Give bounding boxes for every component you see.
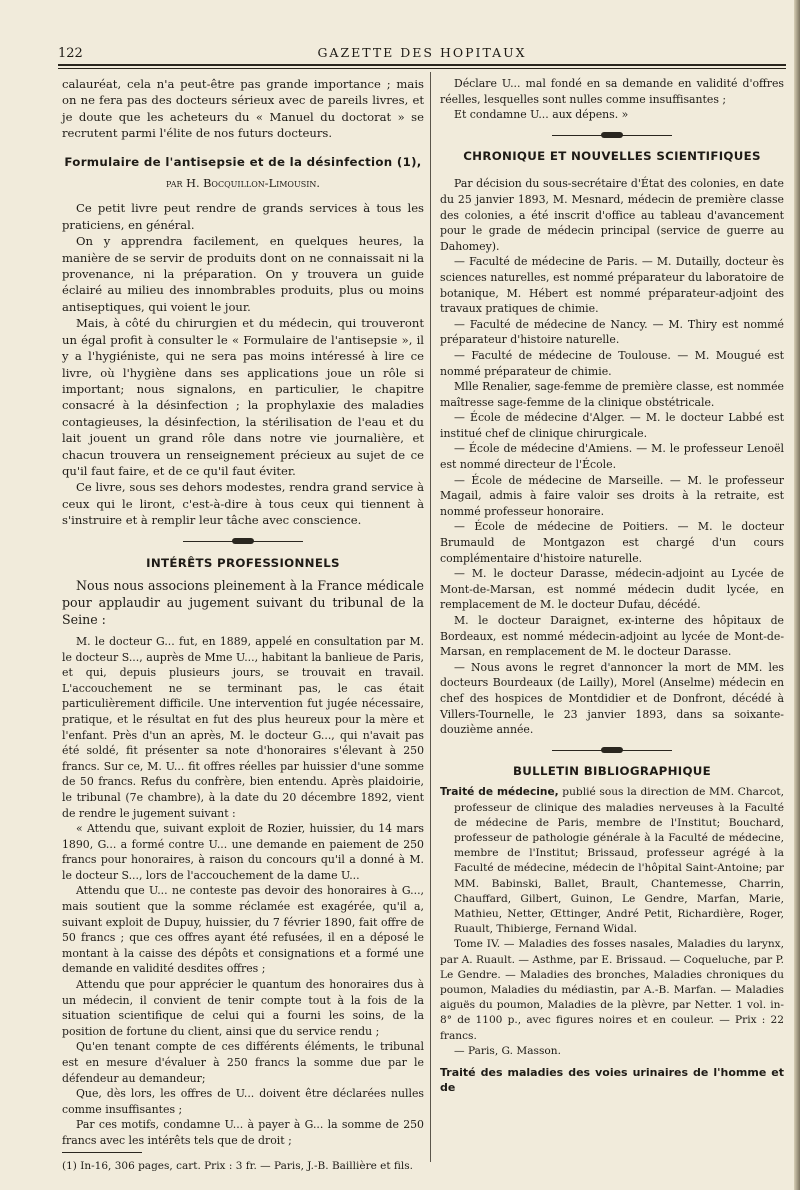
news-paragraph: — Faculté de médecine de Paris. — M. Dutailly, docteur ès sciences naturelles, est nommé préparateur du laboratoire de botanique, M. Hébert est nommé préparateur-adjoint des travaux pratiques de chimie. bbox=[440, 255, 784, 316]
chronique-title: CHRONIQUE ET NOUVELLES SCIENTIFIQUES bbox=[463, 148, 761, 163]
intro-paragraph: calauréat, cela n'a peut-être pas grande importance ; mais on ne fera pas des docteurs sérieux avec de pareils livres, et je doute que les acheteurs du « Manuel du doctorat » se recrutent parmi l'élite de nos futurs docteurs. bbox=[62, 77, 424, 141]
biblio-tome: Tome IV. — Maladies des fosses nasales, Maladies du larynx, par A. Ruault. — Asthme, par E. Brissaud. — Coqueluche, par P. Le Gendre. — Maladies des bronches, Maladies chroniques du poumon, Maladies du médiastin, par A.-B. Marfan. — Maladies aiguës du poumon, Maladies de la plèvre, par Netter. 1 vol. in-8° de 1100 p., avec figures noires et en couleur. — Prix : 22 francs. bbox=[440, 938, 784, 1042]
page-header bbox=[58, 42, 786, 64]
news-paragraph: — École de médecine de Marseille. — M. le professeur Magail, admis à faire valoir ses droits à la retraite, est nommé professeur honoraire. bbox=[440, 473, 784, 518]
judgment-paragraph: Attendu que U... ne conteste pas devoir des honoraires à G..., mais soutient que la somme réclamée est exagérée, qu'il a, suivant exploit de Dupuy, huissier, du 7 février 1890, fait offre de 50 francs ; que ces offres ayant été refusées, il en a déposé le montant à la caisse des dépôts et consignations et a formé une demande en validité desdites offres ; bbox=[62, 884, 424, 976]
footnote: (1) In-16, 306 pages, cart. Prix : 3 fr. — Paris, J.-B. Baillière et fils. bbox=[62, 1160, 413, 1172]
news-paragraph: — M. le docteur Darasse, médecin-adjoint au Lycée de Mont-de-Marsan, est nommé médecin dudit lycée, en remplacement de M. le docteur Dufau, décédé. bbox=[440, 567, 784, 612]
biblio-publisher: — Paris, G. Masson. bbox=[454, 1044, 561, 1057]
biblio-entry bbox=[440, 785, 784, 937]
formulaire-paragraph: Ce petit livre peut rendre de grands services à tous les praticiens, en général. bbox=[62, 201, 424, 232]
judgment-paragraph: Par ces motifs, condamne U... à payer à G... la somme de 250 francs avec les intérêts tels que de droit ; bbox=[62, 1118, 424, 1147]
right-column bbox=[440, 76, 784, 1095]
formulaire-paragraph: Ce livre, sous ses dehors modestes, rendra grand service à ceux qui le liront, c'est-à-dire à tous ceux qui tiennent à s'instruire et à remplir leur tâche avec conscience. bbox=[62, 480, 424, 528]
formulaire-title: Formulaire de l'antisepsie et de la désinfection (1), bbox=[64, 154, 422, 169]
news-paragraph: — École de médecine de Poitiers. — M. le docteur Brumauld de Montgazon est chargé d'un cours complémentaire d'histoire naturelle. bbox=[440, 520, 784, 565]
formulaire-paragraph: Mais, à côté du chirurgien et du médecin, qui trouveront un égal profit à consulter le « Formulaire de l'antisepsie », il y a l'hygiéniste, qui ne sera pas moins intéressé à lire ce livre, où l'hygiène dans ses applications joue un rôle si important; nous signalons, en particulier, le chapitre consacré à la désinfection ; la prophylaxie des maladies contagieuses, la désinfection, la stérilisation de l'eau et du lait jouent un grand rôle dans notre vie journalière, et chacun trouvera un renseignement précieux au sujet de ce qu'il faut faire, et de ce qu'il faut éviter. bbox=[62, 316, 424, 478]
news-paragraph: Par décision du sous-secrétaire d'État des colonies, en date du 25 janvier 1893, M. Mesnard, médecin de première classe des colonies, a été inscrit d'office au tableau d'avancement pour le grade de médecin principal (service de guerre au Dahomey). bbox=[440, 177, 784, 253]
news-paragraph: — Faculté de médecine de Toulouse. — M. Mougué est nommé préparateur de chimie. bbox=[440, 348, 784, 378]
footnote-rule bbox=[62, 1152, 142, 1153]
page-edge-shadow bbox=[794, 0, 800, 1190]
biblio-entry-title: Traité de médecine, bbox=[440, 786, 559, 799]
judgment-paragraph: Que, dès lors, les offres de U... doivent être déclarées nulles comme insuffisantes ; bbox=[62, 1087, 424, 1116]
formulaire-paragraph: On y apprendra facilement, en quelques heures, la manière de se servir de produits dont on ne connaissait ni la provenance, ni la préparation. On y trouvera un guide éclairé au milieu des innombrables produits, plus ou moins antiseptiques, qui voient le jour. bbox=[62, 234, 424, 314]
verdict-paragraph: Et condamne U... aux dépens. » bbox=[454, 108, 629, 122]
section-ornament bbox=[552, 131, 672, 139]
interets-title: INTÉRÊTS PROFESSIONNELS bbox=[146, 555, 340, 570]
verdict-paragraph: Déclare U... mal fondé en sa demande en validité d'offres réelles, lesquelles sont nulles comme insuffisantes ; bbox=[440, 77, 784, 106]
header-rule-thick bbox=[58, 64, 786, 66]
section-ornament bbox=[183, 537, 303, 545]
section-ornament bbox=[552, 746, 672, 754]
left-column bbox=[62, 76, 424, 1149]
news-paragraph: — Nous avons le regret d'annoncer la mort de MM. les docteurs Bourdeaux (de Lailly), Morel (Anselme) médecin en chef des hospices de Montdidier et de Donfront, décédé à Villers-Tournelle, le 23 janvier 1893, dans sa soixante-douzième année. bbox=[440, 660, 784, 737]
page-number: 122 bbox=[58, 46, 83, 61]
judgment-paragraph: M. le docteur G... fut, en 1889, appelé en consultation par M. le docteur S..., auprès de Mme U..., habitant la banlieue de Paris, et qui, depuis plusieurs jours, se trouvait en travail. L'accouchement ne se terminant pas, le cas était particulièrement difficile. Une intervention fut jugée nécessaire, pratique, et le résultat en fut des plus heureux pour la mère et l'enfant. Près d'un an après, M. le docteur G..., qui n'avait pas été soldé, fit présenter sa note d'honoraires s'élevant à 250 francs. Sur ce, M. U... fit offres réelles par huissier d'une somme de 50 francs. Refus du confrère, bien entendu. Après plaidoirie, le tribunal (7e chambre), à la date du 20 décembre 1892, vient de rendre le jugement suivant : bbox=[62, 634, 424, 820]
bulletin-title: BULLETIN BIBLIOGRAPHIQUE bbox=[512, 763, 712, 778]
news-paragraph: — Faculté de médecine de Nancy. — M. Thiry est nommé préparateur d'histoire naturelle. bbox=[440, 317, 784, 347]
news-paragraph: M. le docteur Daraignet, ex-interne des hôpitaux de Bordeaux, est nommé médecin-adjoint au lycée de Mont-de-Marsan, en remplacement de M. le docteur Darasse. bbox=[440, 614, 784, 659]
judgment-paragraph: « Attendu que, suivant exploit de Rozier, huissier, du 14 mars 1890, G... a formé contre U... une demande en paiement de 250 francs pour honoraires, à raison du concours qu'il a donné à M. le docteur S..., lors de l'accouchement de la dame U... bbox=[62, 822, 424, 882]
column-separator bbox=[430, 72, 431, 1162]
interets-lead: Nous nous associons pleinement à la France médicale pour applaudir au jugement suivant du tribunal de la Seine : bbox=[62, 577, 424, 627]
biblio-next-title: Traité des maladies des voies urinaires de l'homme et de bbox=[440, 1066, 784, 1095]
journal-title: GAZETTE DES HOPITAUX bbox=[317, 45, 527, 60]
news-paragraph: — École de médecine d'Amiens. — M. le professeur Lenoël est nommé directeur de l'École. bbox=[440, 442, 784, 472]
biblio-entry-text: publié sous la direction de MM. Charcot, professeur de clinique des maladies nerveuses à la Faculté de médecine de Paris, membre de l'Institut; Bouchard, professeur de pathologie générale à la Faculté de médecine, membre de l'Institut; Brissaud, professeur agrégé à la Faculté de médecine, médecin de l'hôpital Saint-Antoine; par MM. Babinski, Ballet, Brault, Chantemesse, Charrin, Chauffard, Gilbert, Guinon, Le Gendre, Marfan, Marie, Mathieu, Netter, Œttinger, André Petit, Richardière, Roger, Ruault, Thibierge, Fernand Widal. bbox=[454, 786, 785, 936]
news-paragraph: Mlle Renalier, sage-femme de première classe, est nommée maîtresse sage-femme de la clinique obstétricale. bbox=[440, 380, 784, 409]
judgment-paragraph: Qu'en tenant compte de ces différents éléments, le tribunal est en mesure d'évaluer à 250 francs la somme due par le défendeur au demandeur; bbox=[62, 1040, 424, 1085]
news-paragraph: — École de médecine d'Alger. — M. le docteur Labbé est institué chef de clinique chirurgicale. bbox=[440, 411, 784, 440]
judgment-paragraph: Attendu que pour apprécier le quantum des honoraires dus à un médecin, il convient de tenir compte tout à la fois de la situation scientifique de celui qui a fourni les soins, de la position de fortune du client, ainsi que du service rendu ; bbox=[62, 978, 424, 1038]
formulaire-author: par H. Bocquillon-Limousin. bbox=[166, 177, 320, 191]
header-rule-thin bbox=[58, 68, 786, 69]
